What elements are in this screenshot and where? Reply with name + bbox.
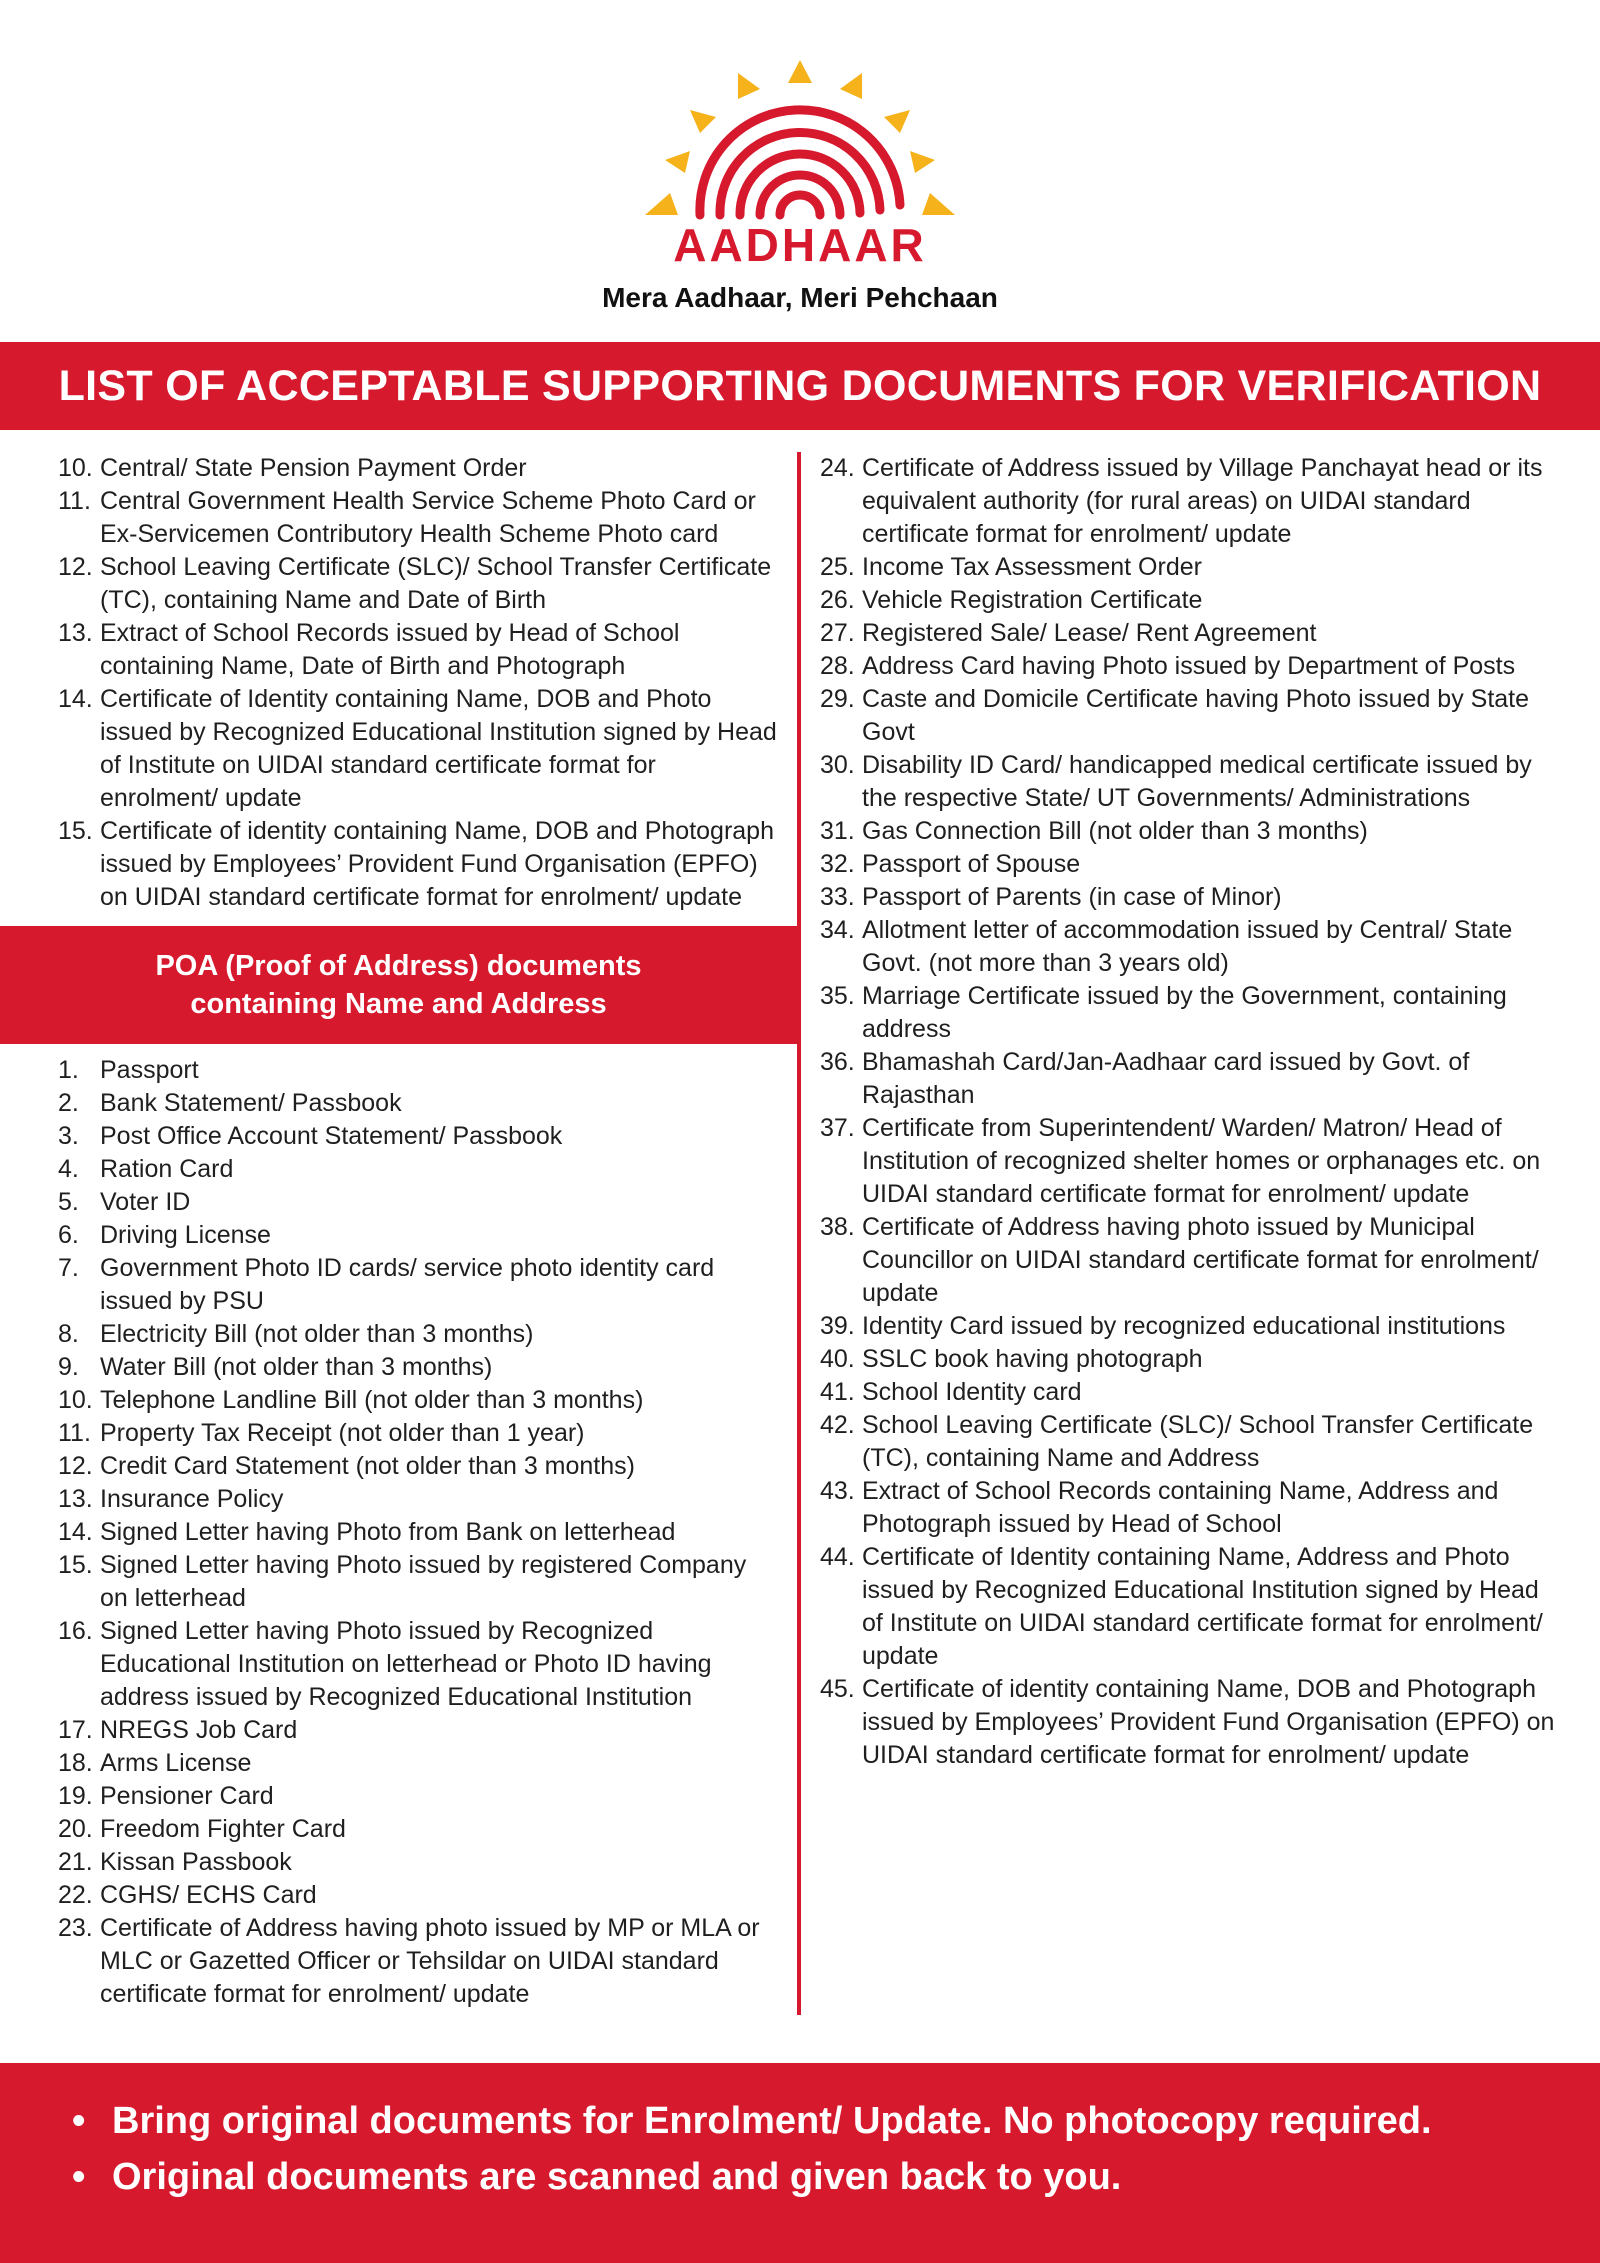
list-item-text: Water Bill (not older than 3 months) — [100, 1353, 493, 1381]
list-item-number: 11. — [58, 1419, 91, 1447]
list-item-number: 35. — [820, 982, 855, 1010]
list-item-number: 3. — [58, 1122, 79, 1150]
list-item-number: 31. — [820, 817, 855, 845]
list-item-number: 13. — [58, 619, 93, 647]
list-item — [58, 1153, 778, 1186]
list-item — [820, 1475, 1560, 1541]
list-item-number: 2. — [58, 1089, 79, 1117]
list-item-number: 33. — [820, 883, 855, 911]
list-item-text: Credit Card Statement (not older than 3 months) — [100, 1452, 635, 1480]
list-item-number: 21. — [58, 1848, 93, 1876]
list-item — [820, 1343, 1560, 1376]
list-item-text: Passport of Spouse — [862, 850, 1081, 878]
list-item-number: 25. — [820, 553, 855, 581]
list-item — [58, 1714, 778, 1747]
list-item-text: Gas Connection Bill (not older than 3 months) — [862, 817, 1368, 845]
list-item-number: 16. — [58, 1617, 93, 1645]
list-item-text: School Leaving Certificate (SLC)/ School Transfer Certificate (TC), containing Name and Date of Birth — [100, 553, 772, 614]
list-item — [58, 1384, 778, 1417]
list-item-text: Central/ State Pension Payment Order — [100, 454, 527, 482]
list-item — [820, 1376, 1560, 1409]
list-item-number: 6. — [58, 1221, 79, 1249]
list-item — [58, 1813, 778, 1846]
list-item-text: Bhamashah Card/Jan-Aadhaar card issued by Govt. of Rajasthan — [862, 1048, 1470, 1109]
list-item — [58, 1417, 778, 1450]
list-item-number: 14. — [58, 1518, 93, 1546]
list-item-text: Marriage Certificate issued by the Government, containing address — [862, 982, 1507, 1043]
list-item-number: 18. — [58, 1749, 93, 1777]
list-item — [820, 848, 1560, 881]
list-item — [58, 1120, 778, 1153]
list-item-text: Central Government Health Service Scheme Photo Card or Ex-Servicemen Contributory Health Scheme Photo card — [100, 487, 756, 548]
list-item-number: 39. — [820, 1312, 855, 1340]
list-item-text: Address Card having Photo issued by Department of Posts — [862, 652, 1516, 680]
list-item-number: 15. — [58, 1551, 93, 1579]
list-item-number: 4. — [58, 1155, 79, 1183]
list-item — [820, 683, 1560, 749]
list-item-number: 17. — [58, 1716, 93, 1744]
list-item-number: 27. — [820, 619, 855, 647]
list-item — [58, 551, 778, 617]
list-item-number: 12. — [58, 553, 93, 581]
list-item — [58, 1879, 778, 1912]
column-divider — [797, 452, 801, 2015]
list-item-text: Kissan Passbook — [100, 1848, 292, 1876]
list-item-number: 45. — [820, 1675, 855, 1703]
list-item — [58, 1054, 778, 1087]
list-item-text: Certificate from Superintendent/ Warden/ Matron/ Head of Institution of recognized shelter homes or orphanages etc. on UIDAI standard certificate format for enrolment/ update — [862, 1114, 1541, 1208]
list-item — [820, 815, 1560, 848]
list-item — [820, 1409, 1560, 1475]
bullet-icon: • — [72, 2156, 86, 2198]
list-item-text: Voter ID — [100, 1188, 191, 1216]
list-item — [58, 1450, 778, 1483]
list-item-text: Government Photo ID cards/ service photo identity card issued by PSU — [100, 1254, 715, 1315]
list-item-text: School Identity card — [862, 1378, 1082, 1406]
list-item-text: Certificate of Identity containing Name, DOB and Photo issued by Recognized Educational Institution signed by Head of Institute on UIDAI standard certificate format for enrolment/ update — [100, 685, 777, 812]
list-item-number: 1. — [58, 1056, 79, 1084]
list-item-text: Signed Letter having Photo from Bank on letterhead — [100, 1518, 676, 1546]
list-item-number: 5. — [58, 1188, 79, 1216]
list-item — [58, 1615, 778, 1714]
list-item-text: SSLC book having photograph — [862, 1345, 1203, 1373]
list-item — [58, 1516, 778, 1549]
list-item-number: 30. — [820, 751, 855, 779]
list-item — [820, 881, 1560, 914]
list-item — [58, 485, 778, 551]
list-item — [820, 1046, 1560, 1112]
left-column-bottom — [58, 1054, 778, 2011]
list-item-text: Electricity Bill (not older than 3 months) — [100, 1320, 534, 1348]
list-item-text: Driving License — [100, 1221, 271, 1249]
list-item — [820, 617, 1560, 650]
list-item-text: Bank Statement/ Passbook — [100, 1089, 402, 1117]
bullet-icon: • — [72, 2100, 86, 2142]
list-item-number: 23. — [58, 1914, 93, 1942]
list-item-text: Allotment letter of accommodation issued by Central/ State Govt. (not more than 3 years old) — [862, 916, 1513, 977]
poa-heading — [0, 926, 797, 1044]
list-item — [820, 551, 1560, 584]
list-item-text: Signed Letter having Photo issued by registered Company on letterhead — [100, 1551, 747, 1612]
poa-list — [58, 1054, 778, 2011]
list-item — [58, 1846, 778, 1879]
header — [0, 0, 1600, 342]
list-item-number: 24. — [820, 454, 855, 482]
list-item-text: School Leaving Certificate (SLC)/ School Transfer Certificate (TC), containing Name and Address — [862, 1411, 1534, 1472]
list-item-number: 20. — [58, 1815, 93, 1843]
list-item — [58, 617, 778, 683]
list-item-text: Post Office Account Statement/ Passbook — [100, 1122, 563, 1150]
list-item-number: 26. — [820, 586, 855, 614]
list-item-number: 7. — [58, 1254, 79, 1282]
list-item — [58, 683, 778, 815]
list-item-text: Registered Sale/ Lease/ Rent Agreement — [862, 619, 1317, 647]
list-item-number: 19. — [58, 1782, 93, 1810]
footer-note-2-text: Original documents are scanned and given back to you. — [112, 2156, 1122, 2198]
list-item-number: 44. — [820, 1543, 855, 1571]
list-item-number: 12. — [58, 1452, 93, 1480]
list-item-number: 10. — [58, 1386, 93, 1414]
list-item — [58, 1483, 778, 1516]
page-title: LIST OF ACCEPTABLE SUPPORTING DOCUMENTS FOR VERIFICATION — [0, 342, 1600, 430]
list-item — [820, 749, 1560, 815]
list-item — [820, 980, 1560, 1046]
list-item-number: 15. — [58, 817, 93, 845]
list-item-number: 34. — [820, 916, 855, 944]
list-item-text: Vehicle Registration Certificate — [862, 586, 1203, 614]
list-item-number: 29. — [820, 685, 855, 713]
list-item-text: CGHS/ ECHS Card — [100, 1881, 317, 1909]
list-item-number: 22. — [58, 1881, 93, 1909]
list-item-number: 32. — [820, 850, 855, 878]
list-item-text: Certificate of Address issued by Village Panchayat head or its equivalent authority (for rural areas) on UIDAI standard certificate format for enrolment/ update — [862, 454, 1543, 548]
list-item-text: Identity Card issued by recognized educational institutions — [862, 1312, 1506, 1340]
list-item-number: 43. — [820, 1477, 855, 1505]
list-item — [58, 1912, 778, 2011]
list-item-text: Caste and Domicile Certificate having Photo issued by State Govt — [862, 685, 1530, 746]
list-item — [58, 1252, 778, 1318]
list-item — [820, 650, 1560, 683]
poa-heading-line2: containing Name and Address — [190, 988, 607, 1020]
poi-list-continued — [58, 452, 778, 914]
list-item-number: 42. — [820, 1411, 855, 1439]
poa-heading-line1: POA (Proof of Address) documents — [155, 950, 642, 982]
list-item-text: Extract of School Records containing Name, Address and Photograph issued by Head of School — [862, 1477, 1499, 1538]
list-item — [820, 1673, 1560, 1772]
right-column — [820, 452, 1560, 1772]
list-item-text: Pensioner Card — [100, 1782, 274, 1810]
list-item — [58, 452, 778, 485]
list-item-text: Passport — [100, 1056, 199, 1084]
list-item-number: 40. — [820, 1345, 855, 1373]
list-item — [58, 1318, 778, 1351]
tagline: Mera Aadhaar, Meri Pehchaan — [602, 282, 998, 313]
list-item-text: Freedom Fighter Card — [100, 1815, 346, 1843]
list-item-text: NREGS Job Card — [100, 1716, 298, 1744]
list-item — [58, 1780, 778, 1813]
list-item-text: Ration Card — [100, 1155, 234, 1183]
list-item-number: 11. — [58, 487, 91, 515]
list-item-number: 13. — [58, 1485, 93, 1513]
list-item-number: 41. — [820, 1378, 855, 1406]
list-item-number: 28. — [820, 652, 855, 680]
footer-notice — [0, 2063, 1600, 2263]
list-item — [58, 1747, 778, 1780]
list-item — [820, 584, 1560, 617]
list-item — [58, 1219, 778, 1252]
footer-note-1-text: Bring original documents for Enrolment/ Update. No photocopy required. — [112, 2100, 1432, 2142]
aadhaar-logo-icon — [630, 55, 970, 225]
poa-list-continued — [820, 452, 1560, 1772]
footer-note-1 — [72, 2093, 1432, 2149]
list-item-text: Certificate of identity containing Name, DOB and Photograph issued by Employees’ Provident Fund Organisation (EPFO) on UIDAI standard certificate format for enrolment/ update — [100, 817, 774, 911]
list-item — [820, 1541, 1560, 1673]
list-item-number: 38. — [820, 1213, 855, 1241]
footer-note-2 — [72, 2149, 1432, 2205]
list-item-text: Income Tax Assessment Order — [862, 553, 1202, 581]
list-item-text: Certificate of identity containing Name, DOB and Photograph issued by Employees’ Provident Fund Organisation (EPFO) on UIDAI standard certificate format for enrolment/ update — [862, 1675, 1555, 1769]
list-item — [820, 914, 1560, 980]
list-item-text: Certificate of Address having photo issued by Municipal Councillor on UIDAI standard certificate format for enrolment/ update — [862, 1213, 1539, 1307]
list-item-number: 36. — [820, 1048, 855, 1076]
list-item-number: 10. — [58, 454, 93, 482]
list-item-text: Extract of School Records issued by Head of School containing Name, Date of Birth and Photograph — [100, 619, 680, 680]
list-item-number: 8. — [58, 1320, 79, 1348]
list-item-number: 37. — [820, 1114, 855, 1142]
list-item-text: Passport of Parents (in case of Minor) — [862, 883, 1282, 911]
list-item — [58, 1186, 778, 1219]
list-item-number: 9. — [58, 1353, 79, 1381]
list-item-text: Certificate of Address having photo issued by MP or MLA or MLC or Gazetted Officer or Tehsildar on UIDAI standard certificate format for enrolment/ update — [100, 1914, 760, 2008]
list-item-number: 14. — [58, 685, 93, 713]
fingerprint-icon — [700, 110, 900, 215]
list-item — [820, 1310, 1560, 1343]
list-item — [58, 1549, 778, 1615]
list-item-text: Signed Letter having Photo issued by Recognized Educational Institution on letterhead or Photo ID having address issued by Recognized Educational Institution — [100, 1617, 712, 1711]
list-item — [58, 1351, 778, 1384]
left-column-top — [58, 452, 778, 914]
list-item — [820, 1112, 1560, 1211]
list-item — [820, 1211, 1560, 1310]
list-item-text: Telephone Landline Bill (not older than 3 months) — [100, 1386, 644, 1414]
list-item-text: Certificate of Identity containing Name, Address and Photo issued by Recognized Educational Institution signed by Head of Institute on UIDAI standard certificate format for enrolment/ update — [862, 1543, 1543, 1670]
list-item — [58, 1087, 778, 1120]
list-item — [58, 815, 778, 914]
brand-name: AADHAAR — [673, 219, 927, 271]
list-item-text: Property Tax Receipt (not older than 1 year) — [100, 1419, 585, 1447]
list-item-text: Arms License — [100, 1749, 252, 1777]
list-item — [820, 452, 1560, 551]
list-item-text: Insurance Policy — [100, 1485, 284, 1513]
list-item-text: Disability ID Card/ handicapped medical certificate issued by the respective State/ UT Governments/ Administrations — [862, 751, 1532, 812]
